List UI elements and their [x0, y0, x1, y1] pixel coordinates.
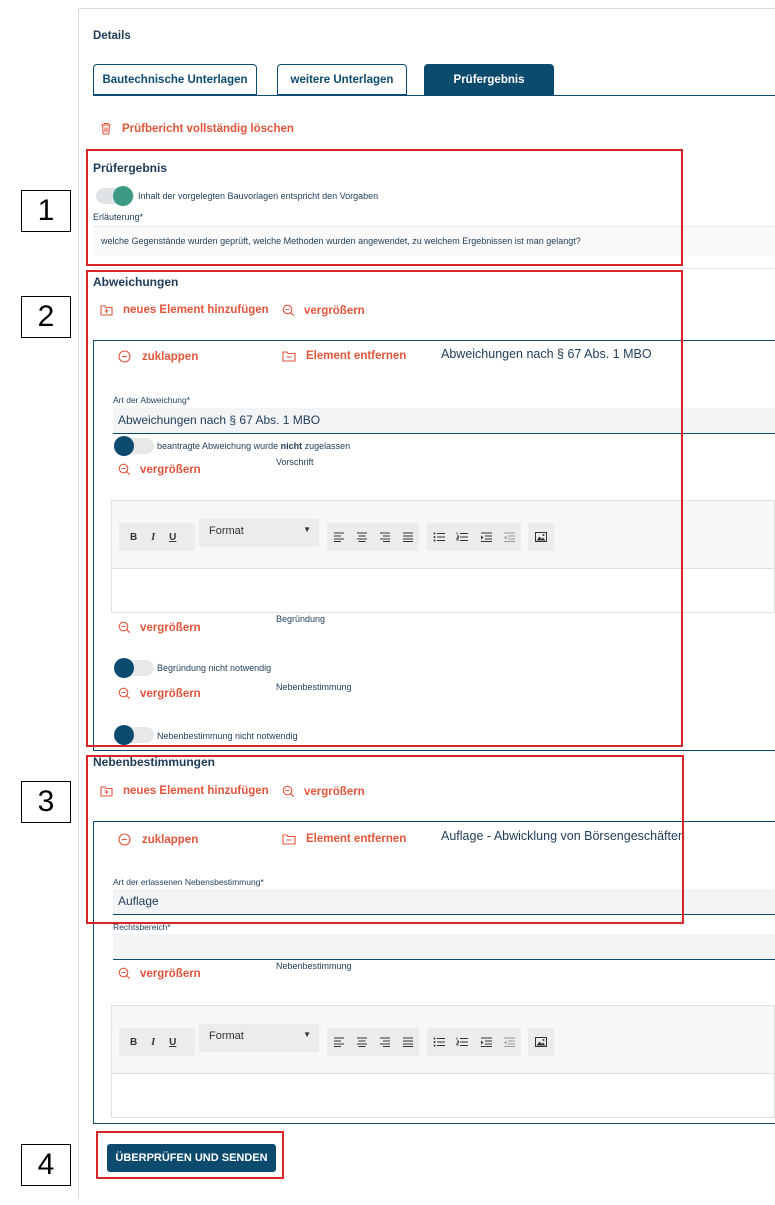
abweichungen-collapse-label: zuklappen	[142, 350, 199, 363]
highlight-box-1	[86, 149, 683, 266]
highlight-box-4	[96, 1131, 284, 1179]
rechtsbereich-select[interactable]	[113, 934, 775, 960]
nebenbestimmungen-collapse-label: zuklappen	[142, 833, 199, 846]
begruendung-toggle-label: Begründung nicht notwendig	[157, 663, 272, 673]
numbered-list-icon[interactable]	[456, 1037, 468, 1047]
details-label: Details	[93, 30, 131, 42]
conformity-toggle-label: Inhalt der vorgelegten Bauvorlagen entspricht den Vorgaben	[138, 191, 379, 201]
begruendung-label: Begründung	[276, 614, 326, 624]
align-center-icon[interactable]	[356, 1037, 368, 1047]
erlaeuterung-value: welche Gegenstände wurden geprüft, welche Methoden wurden angewendet, zu welchem Ergebnissen ist man gelangt?	[101, 236, 581, 246]
abweichungen-add-label: neues Element hinzufügen	[123, 304, 269, 316]
nebenbestimmung-text-label: Nebenbestimmung	[276, 961, 352, 971]
left-border	[78, 8, 79, 1198]
top-border	[78, 8, 775, 9]
indent-icon[interactable]	[480, 1037, 492, 1047]
section-divider	[93, 268, 775, 269]
callout-4: 4	[21, 1144, 71, 1186]
underline-button[interactable]: U	[169, 531, 177, 543]
vorschrift-enlarge-label: vergrößern	[140, 463, 201, 476]
nebenbestimmung-text-enlarge-button[interactable]	[118, 967, 201, 980]
not-allowed-toggle-label: beantragte Abweichung wurde nicht zugelassen	[157, 441, 351, 451]
delete-report-link[interactable]	[100, 122, 294, 135]
abweichungen-enlarge-label: vergrößern	[304, 304, 365, 317]
bold-button[interactable]: B	[130, 1036, 138, 1048]
align-left-icon[interactable]	[333, 1037, 345, 1047]
nebenbestimmungen-add-label: neues Element hinzufügen	[123, 785, 269, 797]
tab-pruefergebnis[interactable]: Prüfergebnis	[424, 64, 554, 95]
nebenbestimmung-label: Nebenbestimmung	[276, 682, 352, 692]
nebenbestimmungen-enlarge-label: vergrößern	[304, 785, 365, 798]
bullet-list-icon[interactable]	[433, 1037, 445, 1047]
text-style-group	[119, 1028, 195, 1056]
align-justify-icon[interactable]	[402, 1037, 414, 1047]
delete-report-label: Prüfbericht vollständig löschen	[122, 122, 294, 135]
erlaeuterung-label: Erläuterung*	[93, 212, 144, 222]
tab-weitere-unterlagen[interactable]: weitere Unterlagen	[277, 64, 407, 95]
format-dropdown[interactable]	[199, 1024, 319, 1052]
rechtsbereich-label: Rechtsbereich*	[113, 922, 171, 932]
zoom-out-icon	[118, 967, 131, 980]
italic-button[interactable]: I	[151, 531, 156, 543]
nebenbestimmung-text-enlarge-label: vergrößern	[140, 967, 201, 980]
nebenbestimmung-toggle-label: Nebenbestimmung nicht notwendig	[157, 731, 298, 741]
bold-button[interactable]: B	[130, 531, 138, 543]
callout-1: 1	[21, 190, 71, 232]
callout-3: 3	[21, 781, 71, 823]
image-icon	[535, 1037, 547, 1047]
callout-2: 2	[21, 296, 71, 338]
underline-button[interactable]: U	[169, 1036, 177, 1048]
tab-bautechnische-unterlagen[interactable]: Bautechnische Unterlagen	[93, 64, 257, 95]
nebenbestimmung-editor[interactable]	[111, 1005, 775, 1118]
caret-down-icon: ▼	[303, 1030, 311, 1039]
nebenbestimmung-art-label: Art der erlassenen Nebensbestimmung*	[113, 877, 264, 887]
caret-down-icon: ▼	[303, 525, 311, 534]
alignment-group	[327, 1028, 419, 1056]
trash-icon	[100, 122, 112, 135]
italic-button[interactable]: I	[151, 1036, 156, 1048]
nebenbestimmung-art-value: Auflage	[118, 894, 159, 908]
abweichungen-remove-label: Element entfernen	[306, 350, 407, 362]
outdent-icon[interactable]	[503, 1037, 515, 1047]
list-group	[427, 1028, 521, 1056]
editor-toolbar	[112, 1006, 774, 1074]
format-dropdown-label: Format	[209, 1030, 244, 1042]
format-dropdown-label: Format	[209, 525, 244, 537]
vorschrift-label: Vorschrift	[276, 457, 314, 467]
tab-underline	[93, 95, 775, 96]
highlight-box-3	[86, 755, 684, 924]
highlight-box-2	[86, 270, 683, 747]
pruefergebnis-heading: Prüfergebnis	[93, 161, 168, 175]
abweichungen-panel-title: Abweichungen nach § 67 Abs. 1 MBO	[441, 347, 652, 361]
submit-button[interactable]: ÜBERPRÜFEN UND SENDEN	[107, 1144, 276, 1172]
nebenbestimmungen-heading: Nebenbestimmungen	[93, 755, 216, 769]
abweichungen-heading: Abweichungen	[93, 275, 179, 289]
nebenbestimmungen-panel-title: Auflage - Abwicklung von Börsengeschäften	[441, 829, 685, 843]
begruendung-enlarge-label: vergrößern	[140, 621, 201, 634]
abweichung-art-value: Abweichungen nach § 67 Abs. 1 MBO	[118, 413, 321, 427]
nebenbestimmungen-remove-label: Element entfernen	[306, 833, 407, 845]
align-right-icon[interactable]	[379, 1037, 391, 1047]
nebenbestimmung-enlarge-label: vergrößern	[140, 687, 201, 700]
image-button[interactable]	[528, 1028, 554, 1056]
abweichung-art-label: Art der Abweichung*	[113, 395, 191, 405]
